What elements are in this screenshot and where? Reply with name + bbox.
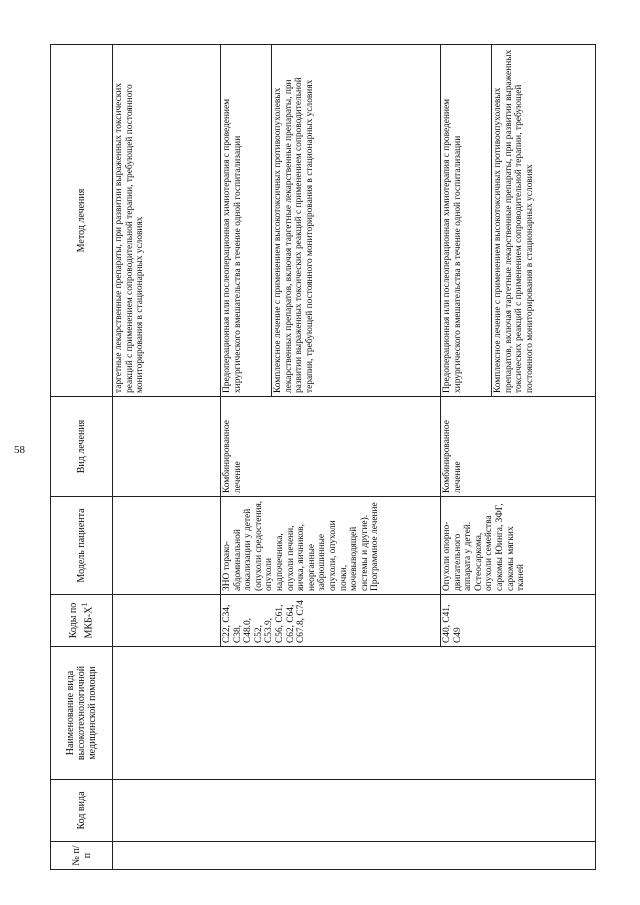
cell-no	[113, 842, 596, 870]
cell-model: ЗНО торако-абдоминальной локализации у детей (опухоли средостения, опухоли надпочечника, опухоли печени, яичка, яичников, неорганные забрюшинные опухоли, опухоли почки, мочевыводящей системы и другие). Программное лечение	[221, 497, 441, 595]
cell-code	[113, 780, 596, 842]
cell-icd: С40, С41, С49	[441, 595, 596, 647]
method-item: Комплексное лечение с применением высокотоксичных противоопухолевых лекарственных препаратов, включая таргетные лекарственные препараты, при развитии выраженных токсических реакций с применением сопроводительной терапии, требующей постоянного мониторирования в стационарных условиях	[273, 77, 315, 393]
header-no: № п/п	[51, 842, 113, 870]
cell-method	[441, 45, 596, 397]
method-item: Комплексное лечение с применением высокотоксичных противоопухолевых препаратов, включая таргетные лекарственные препараты, при развитии выраженных токсических реакций с применением сопроводительной терапии, требующей постоянного мониторирования в стационарных условиях	[493, 49, 535, 393]
cell-model: Опухоли опорно-двигательного аппарата у детей. Остеосаркома, опухоли семейства саркомы Юинга, ЗФГ, саркомы мягких тканей	[441, 497, 596, 595]
header-icd: Коды по МКБ-$Х^1$	[51, 595, 113, 647]
rotated-table-wrapper	[50, 45, 595, 870]
header-code: Код вида	[51, 780, 113, 842]
cell-name	[113, 647, 596, 780]
method-list	[441, 45, 536, 396]
cell-method	[221, 45, 441, 397]
cell-type	[113, 397, 221, 497]
cell-method: таргетные лекарственные препараты, при развитии выраженных токсических реакций с применением сопроводительной терапии, требующей постоянного мониторирования в стационарных условиях	[113, 45, 221, 397]
method-item: Предоперационная или послеоперационная химиотерапия с проведением хирургического вмешательства в течение одной госпитализации	[221, 45, 272, 396]
header-type: Вид лечения	[51, 397, 113, 497]
header-model: Модель пациента	[51, 497, 113, 595]
table-row	[113, 45, 221, 870]
header-method: Метод лечения	[51, 45, 113, 397]
header-name: Наименование вида высокотехнологичной медицинской помощи	[51, 647, 113, 780]
cell-icd	[113, 595, 221, 647]
cell-type: Комбинированное лечение	[221, 397, 441, 497]
header-row	[51, 45, 113, 870]
cell-model	[113, 497, 221, 595]
cell-icd: С22, С34, С38, С48.0, С52, С53.9, С56, С61, С62, С64, С67.8, С74	[221, 595, 441, 647]
method-item: Предоперационная или послеоперационная химиотерапия с проведением хирургического вмешательства в течение одной госпитализации	[441, 45, 492, 396]
cell-type: Комбинированное лечение	[441, 397, 596, 497]
method-list	[221, 45, 316, 396]
treatment-table	[50, 44, 596, 870]
page-number: 58	[14, 444, 25, 456]
